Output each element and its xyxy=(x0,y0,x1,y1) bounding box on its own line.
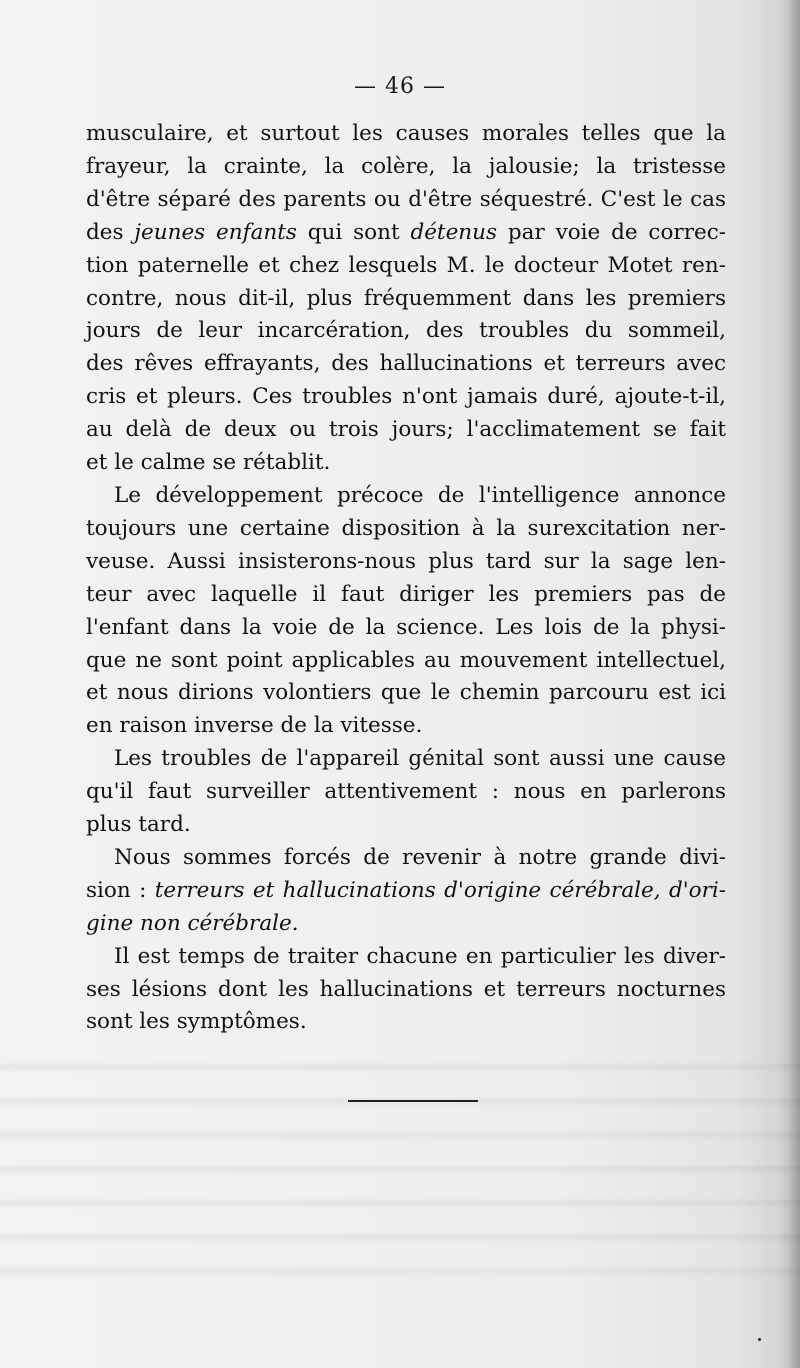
paragraph xyxy=(86,118,726,480)
text-line: plus tard. xyxy=(86,812,191,838)
text-line: en raison inverse de la vitesse. xyxy=(86,713,423,739)
text-line: cris et pleurs. Ces troubles n'ont jamais duré, ajoute-t-il, xyxy=(86,384,726,410)
text-line: sont les symptômes. xyxy=(86,1009,307,1035)
text-line: Il est temps de traiter chacune en particulier les diver- xyxy=(114,943,726,969)
text-line: l'enfant dans la voie de la science. Les lois de la physi- xyxy=(86,614,726,640)
text-line: veuse. Aussi insisterons-nous plus tard sur la sage len- xyxy=(86,548,726,574)
text-line: des rêves effrayants, des hallucinations et terreurs avec xyxy=(86,351,726,377)
text-line: et nous dirions volontiers que le chemin parcouru est ici xyxy=(86,680,726,706)
text-line: teur avec laquelle il faut diriger les premiers pas de xyxy=(86,581,726,607)
text-line: que ne sont point applicables au mouvement intellectuel, xyxy=(86,647,726,673)
text-line: contre, nous dit-il, plus fréquemment dans les premiers xyxy=(86,285,726,311)
text-line: qu'il faut surveiller attentivement : nous en parlerons xyxy=(86,779,726,805)
text-line: d'être séparé des parents ou d'être séquestré. C'est le cas xyxy=(86,186,726,212)
end-rule xyxy=(348,1100,478,1102)
paragraph xyxy=(86,743,726,842)
text-line: ses lésions dont les hallucinations et terreurs nocturnes xyxy=(86,976,726,1002)
text-line: gine non cérébrale. xyxy=(86,910,299,936)
paragraph xyxy=(86,842,726,941)
text-line: et le calme se rétablit. xyxy=(86,450,331,476)
text-line: toujours une certaine disposition à la surexcitation ner- xyxy=(86,515,726,541)
bleed-through-text xyxy=(0,1040,800,1290)
body-text xyxy=(86,118,726,1039)
text-line: frayeur, la crainte, la colère, la jalousie; la tristesse xyxy=(86,153,726,179)
text-line: jours de leur incarcération, des troubles du sommeil, xyxy=(86,318,726,344)
text-line: Nous sommes forcés de revenir à notre grande divi- xyxy=(114,844,726,870)
text-line: des jeunes enfants qui sont détenus par voie de correc- xyxy=(86,219,727,245)
text-line: Les troubles de l'appareil génital sont aussi une cause xyxy=(114,746,726,772)
paragraph xyxy=(86,480,726,743)
text-line: au delà de deux ou trois jours; l'acclimatement se fait xyxy=(86,417,726,443)
paper-speck xyxy=(758,1338,761,1341)
text-line: tion paternelle et chez lesquels M. le docteur Motet ren- xyxy=(86,252,726,278)
page-number: — 46 — xyxy=(354,74,446,99)
binding-shadow xyxy=(778,0,800,1368)
text-line: sion : terreurs et hallucinations d'origine cérébrale, d'ori- xyxy=(86,877,726,903)
text-line: Le développement précoce de l'intelligence annonce xyxy=(114,482,726,508)
paragraph xyxy=(86,941,726,1040)
text-line: musculaire, et surtout les causes morales telles que la xyxy=(86,121,726,146)
